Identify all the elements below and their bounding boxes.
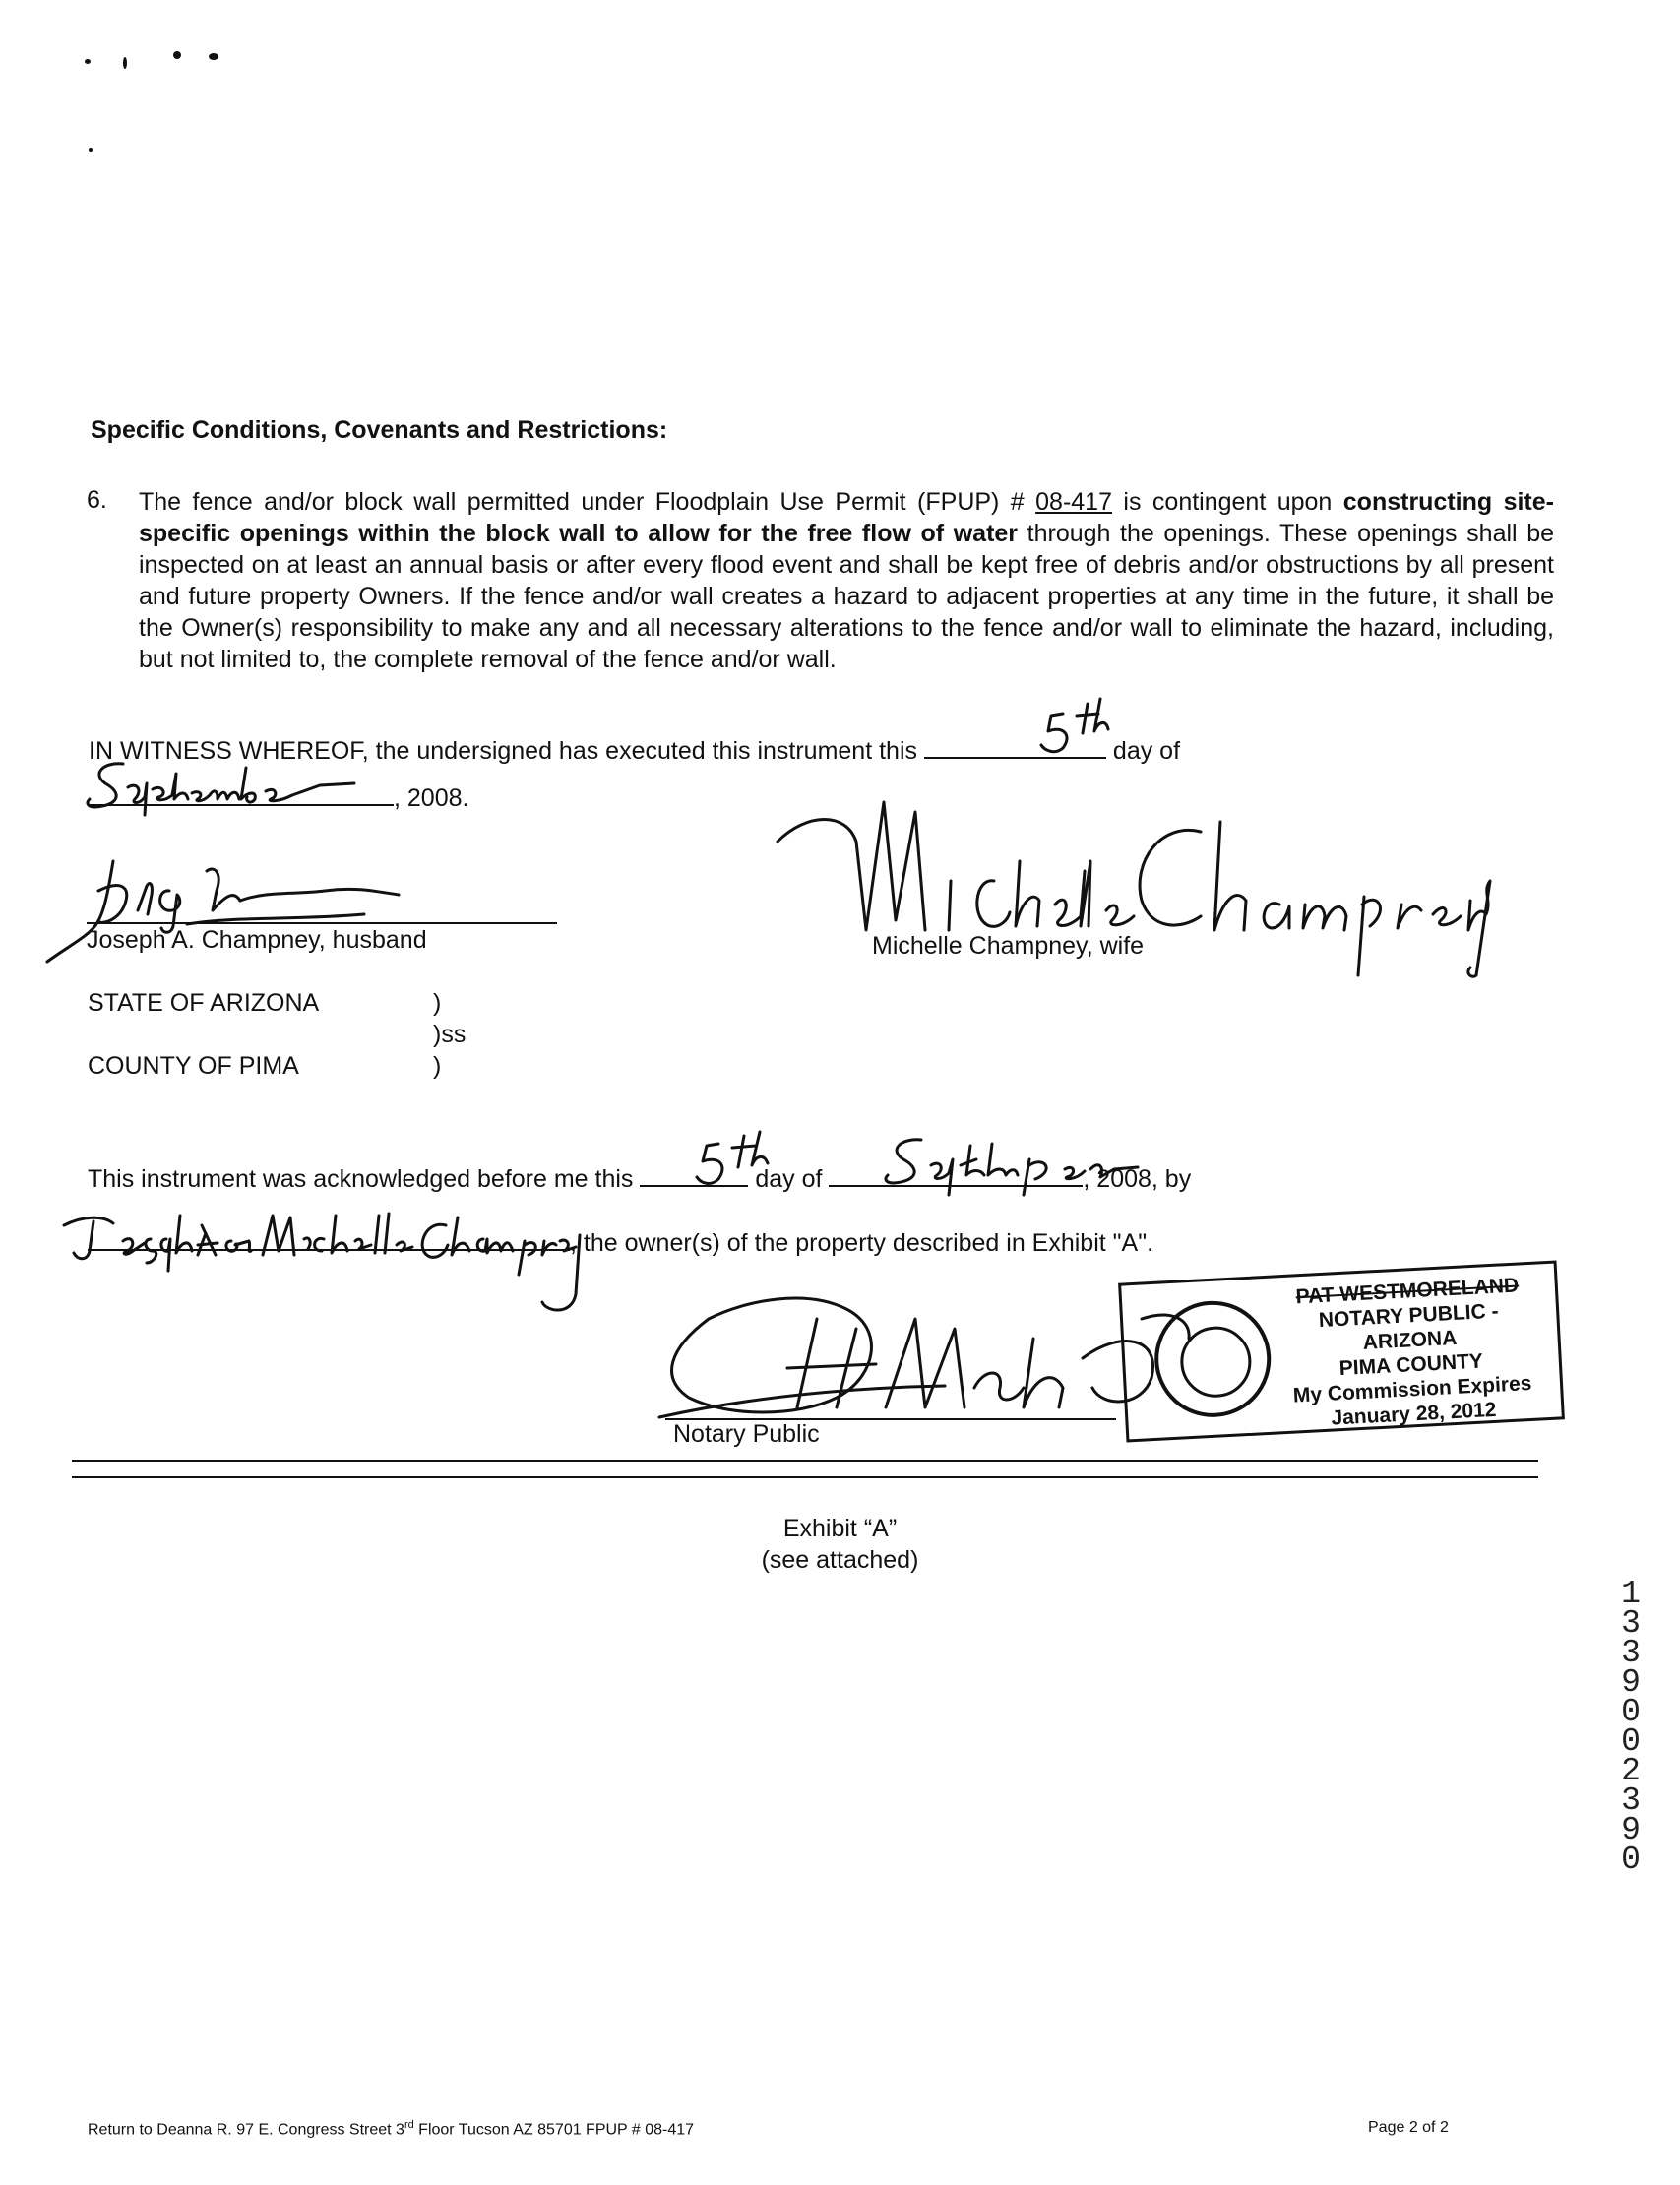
handwritten-day-witness bbox=[1033, 694, 1151, 763]
notary-label: Notary Public bbox=[673, 1420, 820, 1448]
handwritten-month-ack bbox=[882, 1130, 1157, 1209]
husband-name: Joseph A. Champney, husband bbox=[87, 926, 427, 954]
condition-text-part: through the openings. These openings shall be inspected on at least an annual basis or after every flood event and shall be kept free of debris and/or obstructions by all present and future property Owners. If the fence and/or wall creates a hazard to adjacent properties at any time in the future, it shall be the Owner(s) responsibility to make any and all necessary alterations to the fence and/or wall to eliminate the hazard, including, but not limited to, the complete removal of the fence and/or wall. bbox=[139, 520, 1554, 673]
section-heading: Specific Conditions, Covenants and Restrictions: bbox=[91, 416, 668, 444]
state-seal-icon bbox=[1151, 1298, 1274, 1420]
witness-year: , 2008. bbox=[394, 784, 469, 812]
venue-paren: ) bbox=[433, 989, 442, 1017]
seal-line: NOTARY PUBLIC - ARIZONA bbox=[1318, 1299, 1500, 1354]
ack-year: , 2008, by bbox=[1083, 1165, 1192, 1193]
venue-paren: ) bbox=[433, 1052, 442, 1080]
condition-text-part: The fence and/or block wall permitted under Floodplain Use Permit (FPUP) # bbox=[139, 488, 1036, 516]
divider-rule bbox=[72, 1460, 1538, 1462]
handwritten-names-ack bbox=[54, 1196, 586, 1324]
seal-line: PIMA COUNTY bbox=[1338, 1349, 1484, 1381]
seal-text bbox=[1269, 1272, 1551, 1433]
ack-text: This instrument was acknowledged before me this bbox=[88, 1165, 634, 1193]
condition-text-part: is contingent upon bbox=[1112, 488, 1343, 516]
exhibit-block bbox=[0, 1513, 1680, 1576]
condition-bold-text: constructing site-specific openings within the block wall to allow for the free flow of water bbox=[139, 488, 1554, 547]
witness-day-of: day of bbox=[1112, 737, 1181, 765]
state-seal-inner bbox=[1179, 1325, 1254, 1400]
exhibit-title: Exhibit “A” bbox=[782, 1515, 898, 1542]
footer-text: Floor Tucson AZ 85701 FPUP # 08-417 bbox=[413, 2121, 695, 2139]
footer-superscript: rd bbox=[404, 2119, 414, 2131]
condition-number: 6. bbox=[87, 486, 107, 514]
permit-number: 08-417 bbox=[1035, 488, 1112, 516]
handwritten-day-ack bbox=[689, 1130, 807, 1199]
ack-owner-text: , the owner(s) of the property described in Exhibit "A". bbox=[570, 1229, 1154, 1257]
footer-return-address bbox=[88, 2119, 694, 2139]
footer-text: Return to Deanna R. 97 E. Congress Street 3 bbox=[88, 2121, 404, 2139]
state-label: STATE OF ARIZONA bbox=[88, 989, 320, 1017]
exhibit-note: (see attached) bbox=[761, 1546, 919, 1574]
notary-seal bbox=[1118, 1260, 1565, 1442]
ack-day-of: day of bbox=[755, 1165, 823, 1193]
seal-line: January 28, 2012 bbox=[1330, 1398, 1497, 1430]
recording-number: 13390 02390 bbox=[1621, 1576, 1641, 1878]
wife-signature bbox=[768, 782, 1496, 979]
seal-line: PAT WESTMORELAND bbox=[1295, 1274, 1520, 1309]
notary-signature bbox=[650, 1280, 1201, 1427]
handwritten-month-witness bbox=[84, 756, 369, 825]
county-label: COUNTY OF PIMA bbox=[88, 1052, 299, 1080]
venue-ss: )ss bbox=[433, 1021, 467, 1048]
witness-text: IN WITNESS WHEREOF, the undersigned has executed this instrument this bbox=[89, 737, 918, 765]
divider-rule bbox=[72, 1476, 1538, 1478]
seal-line: My Commission Expires bbox=[1292, 1371, 1532, 1407]
husband-signature bbox=[39, 851, 413, 969]
page-number: Page 2 of 2 bbox=[1368, 2119, 1449, 2136]
condition-text bbox=[139, 486, 1554, 675]
wife-name: Michelle Champney, wife bbox=[872, 932, 1145, 960]
